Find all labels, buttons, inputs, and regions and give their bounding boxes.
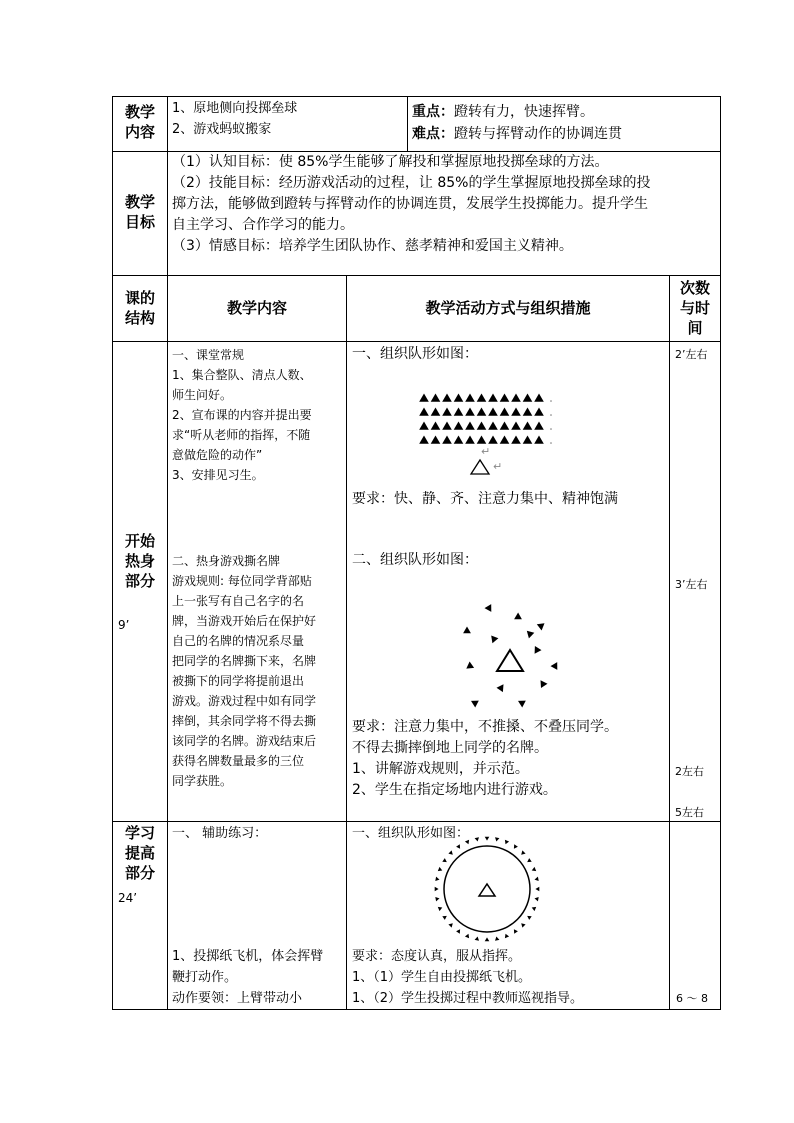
student-triangle-icon [500, 422, 510, 430]
student-triangle-icon [454, 422, 464, 430]
formation-circle-diagram [432, 834, 542, 944]
student-triangle-icon [465, 422, 475, 430]
student-triangle-icon [534, 436, 544, 444]
student-triangle-icon [442, 408, 452, 416]
time-play: 5左右 [675, 806, 704, 819]
student-triangle-icon [527, 631, 535, 639]
header-time: 次数 与时 间 [679, 279, 710, 337]
student-triangle-icon [419, 422, 429, 430]
student-triangle-icon [456, 844, 460, 849]
student-triangle-icon [456, 929, 460, 934]
student-triangle-icon [419, 394, 429, 402]
game-content: 二、热身游戏撕名牌 游戏规则: 每位同学背部贴 上一张写有自己名字的名 牌，当游戏开始后在保护好 自己的名牌的情况系尽量 把同学的名牌撕下来，名牌 被撕下的同学将提前退出 游戏。游戏过程中如有同学 摔倒，其余同学将不得去撕 该同学的名牌。游戏结束后 获得名牌数量最多的三位 同学获胜。 [172, 554, 317, 788]
student-triangle-icon [477, 408, 487, 416]
paragraph-dot-mark [550, 400, 552, 402]
student-triangle-icon [435, 877, 439, 881]
student-triangle-icon [535, 646, 542, 654]
goal-line-1: （1）认知目标：使 85%学生能够了解投和掌握原地投掷垒球的方法。 [172, 154, 609, 170]
auxiliary-practice-title: 一、 辅助练习： [172, 826, 268, 841]
time-routine: 2’左右 [675, 348, 708, 361]
header-content: 教学内容 [226, 299, 287, 317]
formation-c-title: 一、组织队形如图： [352, 826, 470, 841]
student-triangle-icon [419, 436, 429, 444]
student-triangle-icon [521, 850, 525, 854]
return-mark-1: ↵ [481, 445, 491, 458]
teaching-goal-label: 教学 目标 [124, 193, 155, 231]
student-triangle-icon [505, 934, 509, 939]
formation-b-title: 二、组织队形如图： [352, 552, 478, 568]
student-triangle-icon [465, 408, 475, 416]
student-triangle-icon [518, 701, 526, 708]
student-triangle-icon [534, 422, 544, 430]
student-triangle-icon [511, 422, 521, 430]
time-practice: 6 ～ 8 [676, 992, 708, 1005]
student-triangle-icon [465, 934, 469, 939]
student-triangle-icon [477, 422, 487, 430]
student-triangle-icon [491, 636, 498, 644]
key-point [412, 102, 594, 123]
return-mark-2: ↵ [493, 460, 503, 473]
student-triangle-icon [511, 394, 521, 402]
student-triangle-icon [465, 436, 475, 444]
goal-line-5: （3）情感目标：培养学生团队协作、慈孝精神和爱国主义精神。 [172, 238, 573, 254]
goal-line-3: 掷方法，能够做到蹬转与挥臂动作的协调连贯，发展学生投掷能力。提升学生 [172, 196, 648, 212]
formation-b-requirement: 要求：注意力集中，不推搡、不叠压同学。 不得去撕摔倒地上同学的名牌。 1、讲解游戏规则，并示范。 2、学生在指定场地内进行游戏。 [352, 719, 618, 798]
student-triangle-icon [500, 394, 510, 402]
student-triangle-icon [477, 436, 487, 444]
difficulty-point [412, 124, 622, 145]
student-triangle-icon [505, 840, 509, 845]
student-triangle-icon [431, 422, 441, 430]
student-triangle-icon [431, 394, 441, 402]
student-triangle-icon [514, 929, 518, 934]
teacher-triangle-icon [497, 650, 523, 671]
section-learning-label: 学习 提高 部分 [124, 824, 155, 882]
key-point-text: 蹬转有力，快速挥臂。 [454, 104, 594, 120]
key-point-label: 重点： [412, 104, 454, 120]
student-triangle-icon [495, 837, 499, 841]
formation-c-requirement: 要求：态度认真，服从指挥。 1、（1）学生自由投掷纸飞机。 1、（2）学生投掷过程中教师巡视指导。 [352, 949, 584, 1006]
student-triangle-icon [465, 840, 469, 845]
student-triangle-icon [431, 436, 441, 444]
student-triangle-icon [448, 850, 452, 854]
student-triangle-icon [523, 394, 533, 402]
header-structure: 课的 结构 [124, 289, 155, 327]
student-triangle-icon [511, 436, 521, 444]
time-game: 3’左右 [675, 578, 708, 591]
student-triangle-icon [535, 877, 539, 881]
teaching-content-label: 教学 内容 [124, 103, 155, 141]
student-triangle-icon [532, 907, 537, 911]
student-triangle-icon [521, 923, 525, 927]
paper-plane-content: 1、投掷纸飞机，体会挥臂 鞭打动作。 动作要领：上臂带动小 [172, 949, 324, 1006]
section-learning-duration: 24’ [118, 891, 138, 905]
student-triangle-icon [535, 897, 539, 901]
header-activity: 教学活动方式与组织措施 [425, 299, 591, 317]
student-triangle-icon [463, 627, 471, 634]
student-triangle-icon [488, 436, 498, 444]
student-triangle-icon [497, 684, 504, 692]
student-triangle-icon [438, 867, 443, 871]
student-triangle-icon [532, 867, 537, 871]
formation-scatter-diagram [450, 600, 570, 720]
routine-content: 一、课堂常规 1、集合整队、清点人数、 师生问好。 2、宣布课的内容并提出要 求“听从老师的指挥，不随 意做危险的动作” 3、安排见习生。 [172, 348, 312, 482]
paragraph-dot-mark [550, 428, 552, 430]
paragraph-dot-mark [550, 414, 552, 416]
formation-a-title: 一、组织队形如图： [352, 346, 478, 362]
time-explain: 2左右 [675, 765, 704, 778]
student-triangle-icon [485, 837, 490, 841]
teacher-triangle-icon [471, 460, 489, 474]
goal-line-4: 自主学习、合作学习的能力。 [172, 217, 354, 233]
teaching-content-line-1: 1、原地侧向投掷垒球 [172, 101, 298, 116]
student-triangle-icon [500, 408, 510, 416]
section-warmup-duration: 9’ [118, 618, 130, 632]
student-triangle-icon [535, 887, 539, 892]
paragraph-dot-mark [550, 442, 552, 444]
student-triangle-icon [488, 422, 498, 430]
student-triangle-icon [477, 394, 487, 402]
student-triangle-icon [431, 408, 441, 416]
student-triangle-icon [541, 680, 548, 688]
student-triangle-icon [500, 436, 510, 444]
student-triangle-icon [465, 394, 475, 402]
student-triangle-icon [488, 408, 498, 416]
student-triangle-icon [454, 408, 464, 416]
student-triangle-icon [523, 408, 533, 416]
circle-boundary [444, 846, 530, 932]
student-triangle-icon [485, 937, 490, 941]
student-triangle-icon [537, 623, 545, 630]
student-triangle-icon [514, 613, 522, 620]
student-triangle-icon [475, 937, 479, 941]
student-triangle-icon [435, 887, 439, 892]
student-triangle-icon [442, 422, 452, 430]
student-triangle-icon [442, 394, 452, 402]
formation-a-requirement: 要求：快、静、齐、注意力集中、精神饱满 [352, 491, 618, 507]
teacher-triangle-icon [479, 884, 495, 896]
section-warmup-label: 开始 热身 部分 [124, 532, 155, 590]
student-triangle-icon [488, 394, 498, 402]
student-triangle-icon [471, 701, 479, 708]
student-triangle-icon [438, 907, 443, 911]
student-triangle-icon [485, 604, 492, 612]
student-triangle-icon [466, 662, 474, 669]
student-triangle-icon [442, 916, 447, 920]
student-triangle-icon [442, 858, 447, 862]
student-triangle-icon [454, 394, 464, 402]
student-triangle-icon [511, 408, 521, 416]
student-triangle-icon [534, 408, 544, 416]
goal-line-2: （2）技能目标：经历游戏活动的过程，让 85%的学生掌握原地投掷垒球的投 [172, 175, 651, 191]
student-triangle-icon [448, 923, 452, 927]
student-triangle-icon [523, 436, 533, 444]
teaching-content-line-2: 2、游戏蚂蚁搬家 [172, 122, 272, 137]
student-triangle-icon [495, 937, 499, 941]
student-triangle-icon [435, 897, 439, 901]
student-triangle-icon [551, 662, 558, 670]
difficulty-label: 难点： [412, 126, 454, 142]
student-triangle-icon [475, 837, 479, 841]
student-triangle-icon [527, 916, 532, 920]
student-triangle-icon [419, 408, 429, 416]
student-triangle-icon [442, 436, 452, 444]
student-triangle-icon [527, 858, 532, 862]
student-triangle-icon [454, 436, 464, 444]
difficulty-text: 蹬转与挥臂动作的协调连贯 [454, 126, 622, 142]
student-triangle-icon [523, 422, 533, 430]
student-triangle-icon [534, 394, 544, 402]
student-triangle-icon [514, 844, 518, 849]
